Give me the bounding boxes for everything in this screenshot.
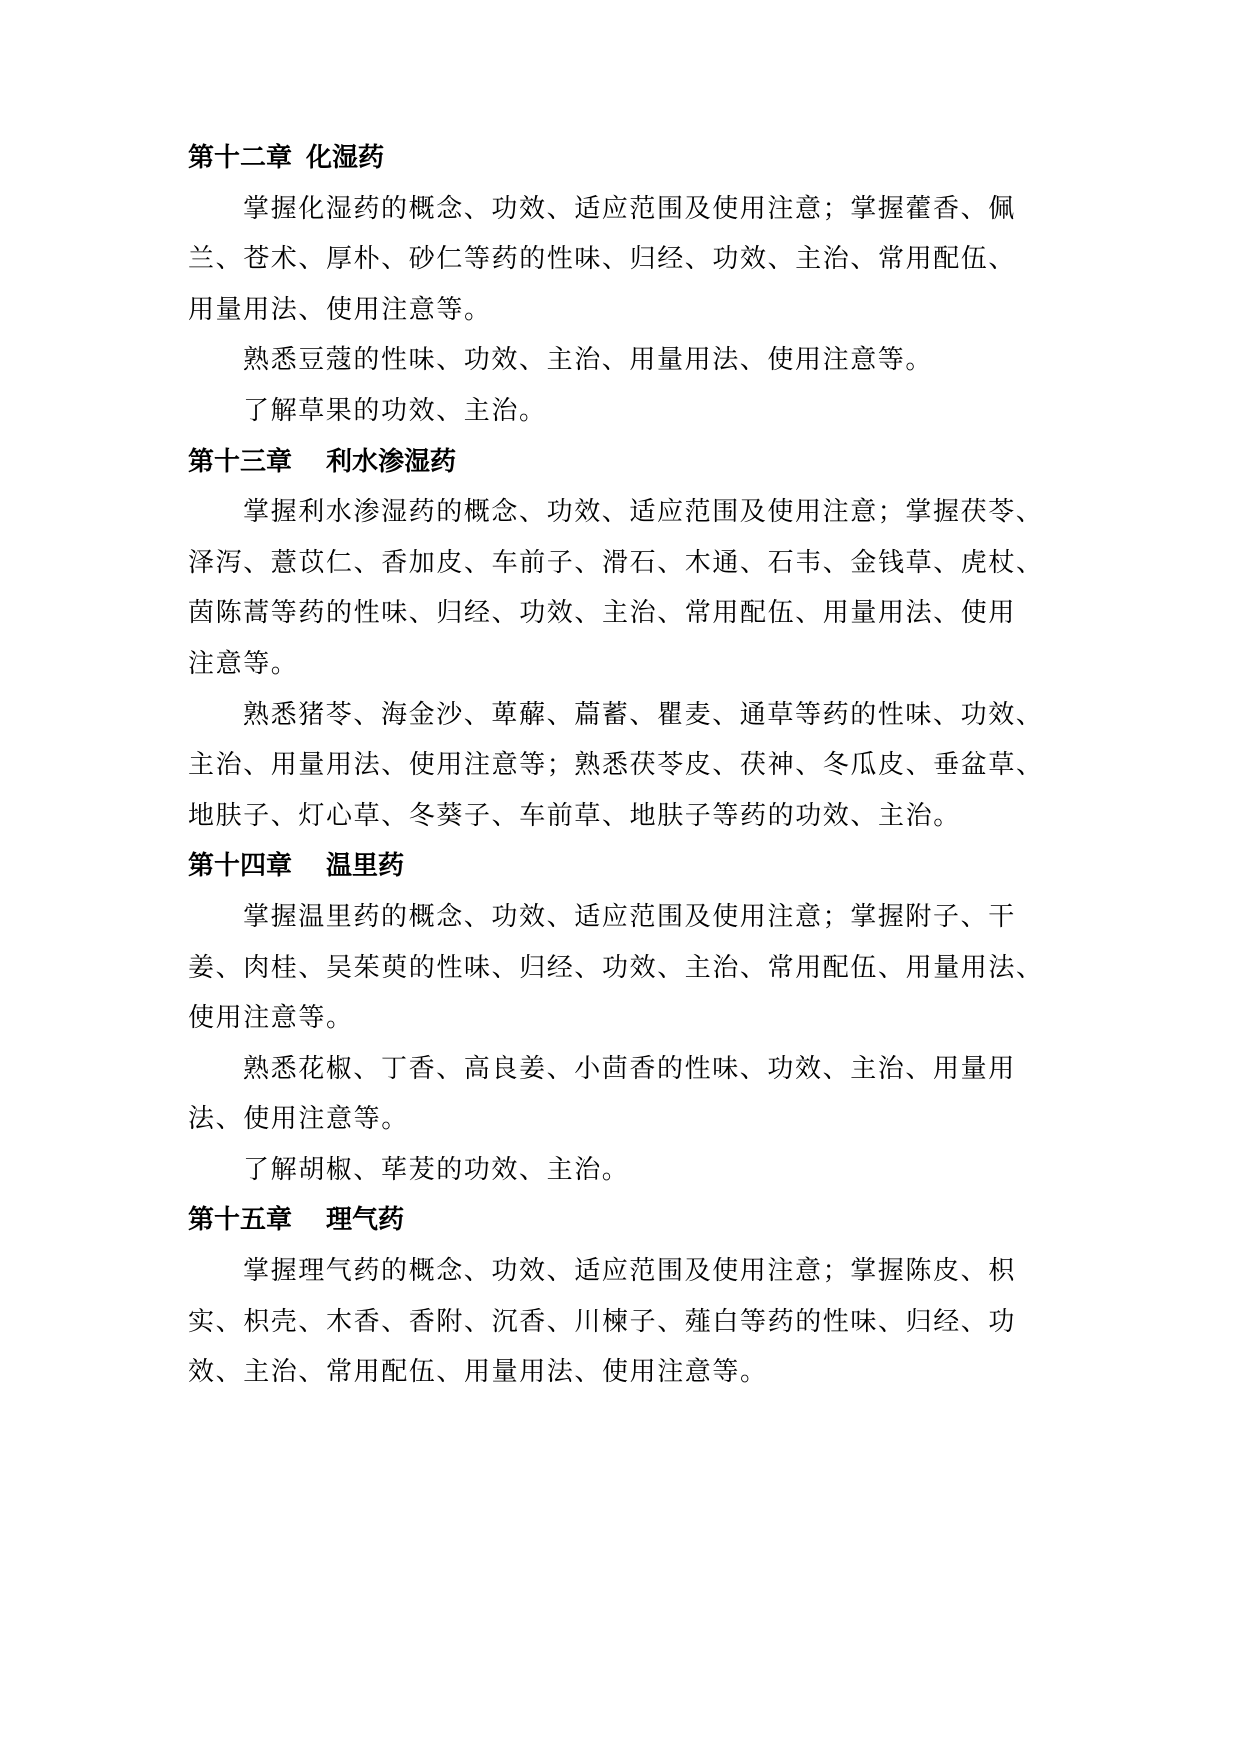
paragraph-understand <box>188 386 1054 437</box>
paragraph-master <box>188 892 1054 1044</box>
text-line: 主治、用量用法、使用注意等；熟悉茯苓皮、茯神、冬瓜皮、垂盆草、 <box>188 750 1044 781</box>
text-line: 掌握温里药的概念、功效、适应范围及使用注意；掌握附子、干 <box>243 901 1016 932</box>
text-line: 茵陈蒿等药的性味、归经、功效、主治、常用配伍、用量用法、使用 <box>188 598 1017 629</box>
text-line: 熟悉猪苓、海金沙、萆薢、萹蓄、瞿麦、通草等药的性味、功效、 <box>243 699 1044 730</box>
text-line: 了解胡椒、荜茇的功效、主治。 <box>243 1154 630 1185</box>
chapter-heading <box>188 1195 1054 1246</box>
text-line: 使用注意等。 <box>188 1003 354 1034</box>
chapter-15 <box>188 1195 1054 1397</box>
text-line: 兰、苍术、厚朴、砂仁等药的性味、归经、功效、主治、常用配伍、 <box>188 244 1017 275</box>
text-line: 注意等。 <box>188 648 299 679</box>
text-line: 掌握理气药的概念、功效、适应范围及使用注意；掌握陈皮、枳 <box>243 1256 1016 1287</box>
paragraph-familiar <box>188 335 1054 386</box>
paragraph-familiar <box>188 1044 1054 1145</box>
text-line: 地肤子、灯心草、冬葵子、车前草、地肤子等药的功效、主治。 <box>188 800 961 831</box>
paragraph-familiar <box>188 690 1054 842</box>
paragraph-master <box>188 184 1054 336</box>
text-line: 实、枳壳、木香、香附、沉香、川楝子、薤白等药的性味、归经、功 <box>188 1306 1017 1337</box>
chapter-title: 理气药 <box>326 1205 405 1236</box>
chapter-number: 第十四章 <box>188 851 293 882</box>
chapter-title: 利水渗湿药 <box>326 446 457 477</box>
chapter-number: 第十五章 <box>188 1205 293 1236</box>
text-line: 姜、肉桂、吴茱萸的性味、归经、功效、主治、常用配伍、用量用法、 <box>188 952 1044 983</box>
text-line: 了解草果的功效、主治。 <box>243 395 547 426</box>
paragraph-master <box>188 487 1054 689</box>
text-line: 熟悉花椒、丁香、高良姜、小茴香的性味、功效、主治、用量用 <box>243 1053 1016 1084</box>
paragraph-master <box>188 1246 1054 1398</box>
chapter-14 <box>188 841 1054 1195</box>
chapter-heading <box>188 841 1054 892</box>
chapter-title: 温里药 <box>326 851 405 882</box>
chapter-title: 化湿药 <box>306 143 385 173</box>
chapter-number: 第十二章 <box>188 143 293 173</box>
text-line: 用量用法、使用注意等。 <box>188 294 492 325</box>
chapter-12 <box>188 133 1054 437</box>
text-line: 泽泻、薏苡仁、香加皮、车前子、滑石、木通、石韦、金钱草、虎杖、 <box>188 547 1044 578</box>
document-page <box>188 133 1054 1398</box>
chapter-heading <box>188 437 1054 488</box>
text-line: 效、主治、常用配伍、用量用法、使用注意等。 <box>188 1357 768 1388</box>
chapter-heading <box>188 133 1054 184</box>
text-line: 掌握利水渗湿药的概念、功效、适应范围及使用注意；掌握茯苓、 <box>243 497 1044 528</box>
chapter-13 <box>188 437 1054 842</box>
paragraph-understand <box>188 1145 1054 1196</box>
text-line: 法、使用注意等。 <box>188 1104 409 1135</box>
text-line: 掌握化湿药的概念、功效、适应范围及使用注意；掌握藿香、佩 <box>243 193 1016 224</box>
text-line: 熟悉豆蔻的性味、功效、主治、用量用法、使用注意等。 <box>243 345 934 376</box>
chapter-number: 第十三章 <box>188 446 293 477</box>
